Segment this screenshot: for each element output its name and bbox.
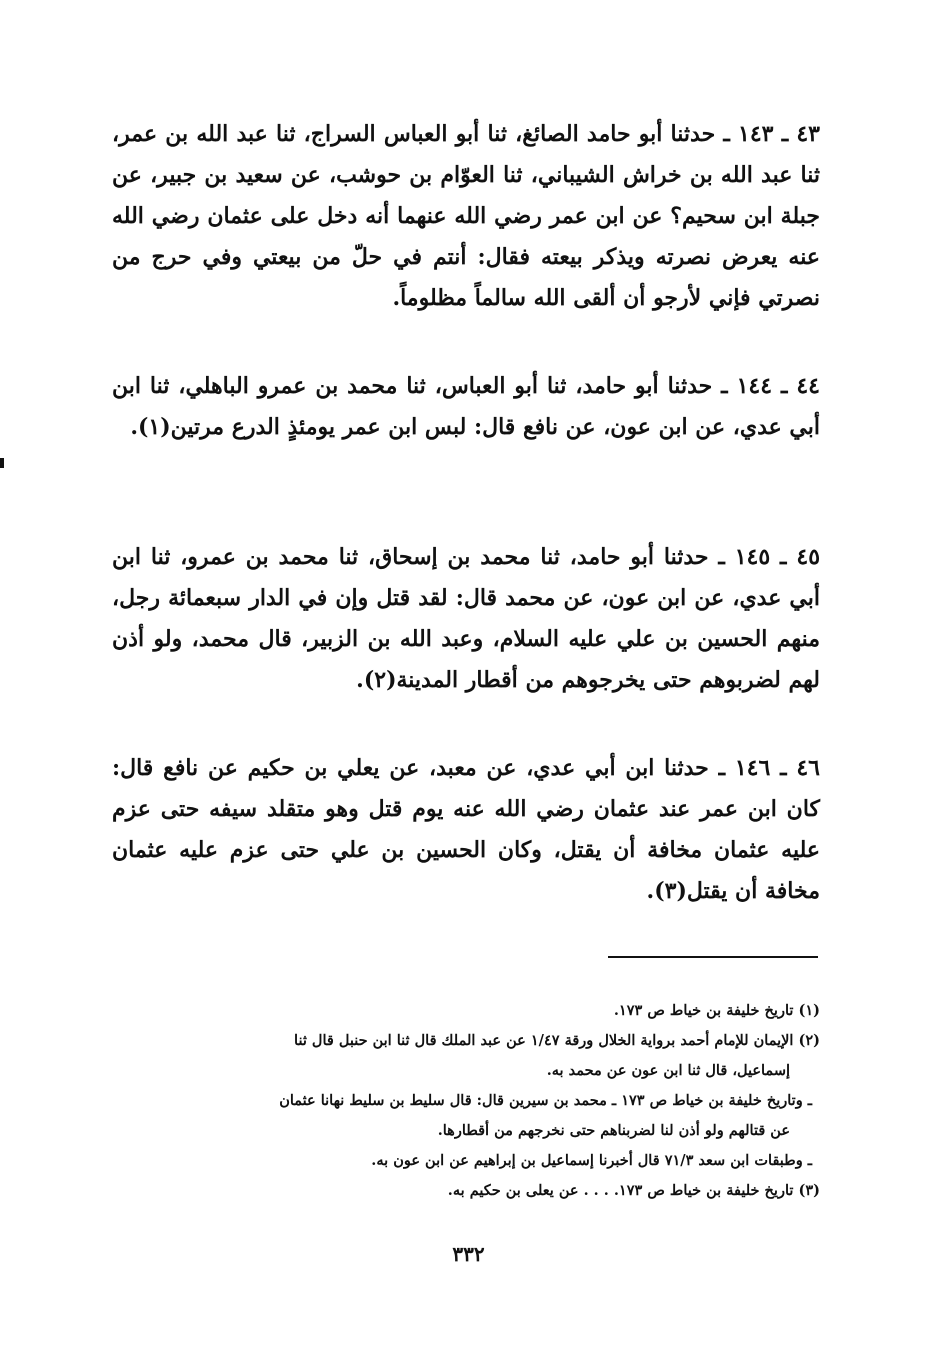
footnote-2: (٢) الإيمان للإمام أحمد برواية الخلال ورقة ١/٤٧ عن عبد الملك قال ثنا ابن حنبل قال ثنا [294, 1032, 820, 1049]
hadith-44: ٤٤ ـ ١٤٤ ـ حدثنا أبو حامد، ثنا أبو العباس، ثنا محمد بن عمرو الباهلي، ثنا ابن أبي عدي، عن ابن عون، عن نافع قال: لبس ابن عمر يومئذٍ الدرع مرتين(١). [112, 373, 820, 440]
page-number: ٣٣٢ [452, 1242, 485, 1266]
hadith-43: ٤٣ ـ ١٤٣ ـ حدثنا أبو حامد الصائغ، ثنا أبو العباس السراج، ثنا عبد الله بن عمر، ثنا عبد الله بن خراش الشيباني، ثنا العوّام بن حوشب، عن سعيد بن جبير، عن جبلة ابن سحيم؟ عن ابن عمر رضي الله عنهما أنه دخل على عثمان رضي الله عنه يعرض نصرته ويذكر بيعته فقال: أنتم في حلّ من بيعتي وفي حرج من نصرتي فإني لأرجو أن ألقى الله سالماً مظلوماً. [112, 121, 820, 311]
footnote-2-sub-2: ـ وطبقات ابن سعد ٧١/٣ قال أخبرنا إسماعيل بن إبراهيم عن ابن عون به. [371, 1152, 812, 1169]
hadith-46: ٤٦ ـ ١٤٦ ـ حدثنا ابن أبي عدي، عن معبد، عن يعلي بن حكيم عن نافع قال: كان ابن عمر عند عثمان رضي الله عنه يوم قتل وهو متقلد سيفه حتى عزم عليه عثمان مخافة أن يقتل، وكان الحسين بن علي حتى عزم عليه عثمان مخافة أن يقتل(٣). [112, 755, 820, 904]
footnote-3: (٣) تاريخ خليفة بن خياط ص ١٧٣. . . . عن يعلى بن حكيم به. [447, 1182, 820, 1199]
footnote-1: (١) تاريخ خليفة بن خياط ص ١٧٣. [613, 1002, 820, 1019]
scan-edge-mark [0, 458, 4, 468]
footnote-2-sub-1-continuation: عن قتالهم ولو أذن لنا لضربناهم حتى نخرجهم من أقطارها. [437, 1122, 790, 1139]
footnote-divider [608, 956, 818, 958]
footnote-2-sub-1: ـ وتاريخ خليفة بن خياط ص ١٧٣ ـ محمد بن سيرين قال: قال سليط بن سليط نهانا عثمان [279, 1092, 812, 1109]
footnotes [112, 996, 820, 1206]
hadith-45: ٤٥ ـ ١٤٥ ـ حدثنا أبو حامد، ثنا محمد بن إسحاق، ثنا محمد بن عمرو، ثنا ابن أبي عدي، عن ابن عون، عن محمد قال: لقد قتل وإن في الدار سبعمائة رجل، منهم الحسين بن علي عليه السلام، وعبد الله بن الزبير، قال محمد، ولو أذن لهم لضربوهم حتى يخرجوهم من أقطار المدينة(٢). [112, 544, 821, 693]
footnote-2-continuation: إسماعيل، قال ثنا ابن عون عن محمد به. [546, 1062, 790, 1079]
